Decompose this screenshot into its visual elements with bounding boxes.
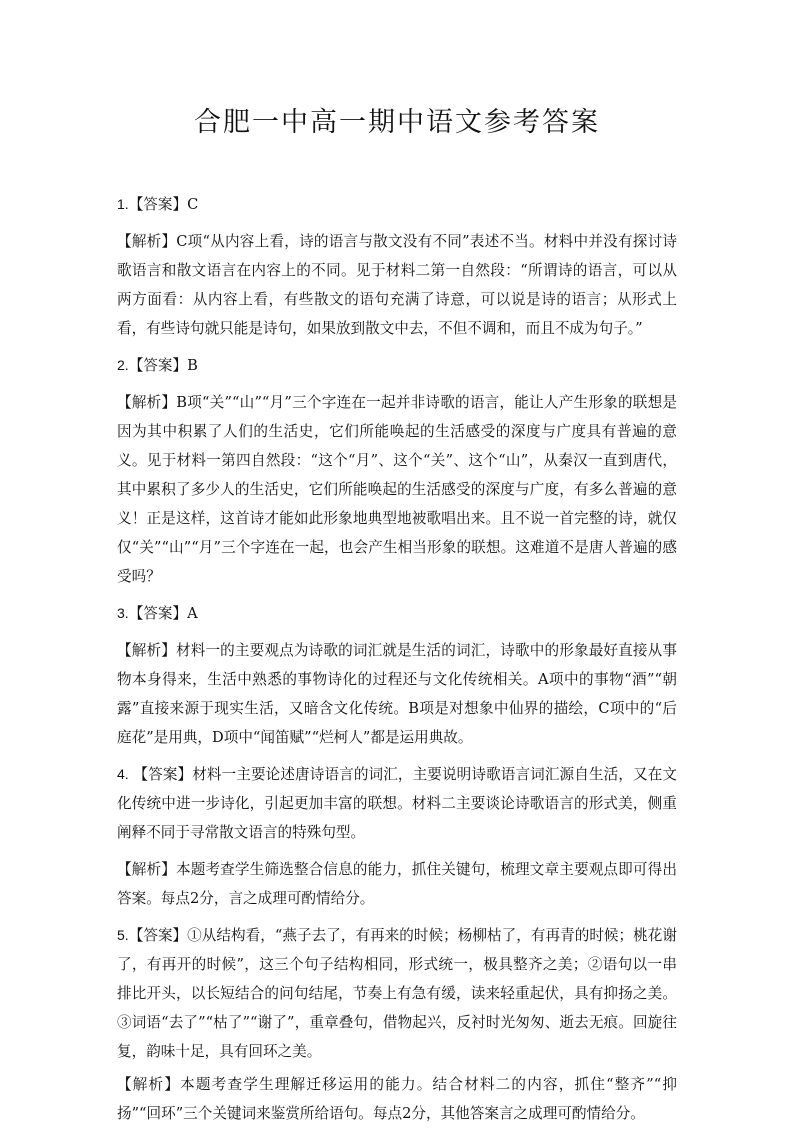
item-4-answer-text: 【答案】材料一主要论述唐诗语言的词汇，主要说明诗歌语言词汇源自生活，又在文化传统中进一步诗化，引起更加丰富的联想。材料二主要谈论诗歌语言的形式美，侧重阐释不同于寻常散文语言的特殊句型。 <box>117 766 677 841</box>
item-4-number: 4. <box>117 766 129 782</box>
item-1-analysis: 【解析】C项“从内容上看，诗的语言与散文没有不同”表述不当。材料中并没有探讨诗歌语言和散文语言在内容上的不同。见于材料二第一自然段：“所谓诗的语言，可以从两方面看：从内容上看，有些散文的语句充满了诗意，可以说是诗的语言；从形式上看，有些诗句就只能是诗句，如果放到散文中去，不但不调和，而且不成为句子。” <box>117 233 677 337</box>
item-3-number: 3. <box>117 605 129 621</box>
item-5-answer <box>117 921 677 1066</box>
page-title: 合肥一中高一期中语文参考答案 <box>194 107 600 138</box>
item-5-analysis: 【解析】本题考查学生理解迁移运用的能力。结合材料二的内容，抓住“整齐”“抑扬”“回环”三个关键词来鉴赏所给语句。每点2分，其他答案言之成理可酌情给分。 <box>117 1076 677 1122</box>
item-1-answer-text: 【答案】C <box>128 196 199 213</box>
item-2-answer-text: 【答案】B <box>128 357 198 374</box>
item-5-answer-text: 【答案】①从结构看，“燕子去了，有再来的时候；杨柳枯了，有再青的时候；桃花谢了，有再开的时候”，这三个句子结构相同，形式统一，极具整齐之美；②语句以一串排比开头，以长短结合的问句结尾，节奏上有急有缓，读来轻重起伏，具有抑扬之美。③词语“去了”“枯了”“谢了”，重章叠句，借物起兴，反衬时光匆匆、逝去无痕。回旋往复，韵味十足，具有回环之美。 <box>117 927 677 1060</box>
item-3-analysis: 【解析】材料一的主要观点为诗歌的词汇就是生活的词汇，诗歌中的形象最好直接从事物本身得来，生活中熟悉的事物诗化的过程还与文化传统相关。A项中的事物“酒”“朝露”直接来源于现实生活，又暗含文化传统。B项是对想象中仙界的描绘，C项中的“后庭花”是用典，D项中“闻笛赋”“烂柯人”都是运用典故。 <box>117 642 677 746</box>
item-2-answer <box>117 351 677 380</box>
item-1-number: 1. <box>117 196 129 212</box>
item-3-answer <box>117 599 677 628</box>
item-4-analysis: 【解析】本题考查学生筛选整合信息的能力，抓住关键句，梳理文章主要观点即可得出答案。每点2分，言之成理可酌情给分。 <box>117 861 677 907</box>
item-5-number: 5. <box>117 927 129 943</box>
answer-list <box>117 190 677 1136</box>
item-2-analysis: 【解析】B项“关”“山”“月”三个字连在一起并非诗歌的语言，能让人产生形象的联想是因为其中积累了人们的生活史，它们所能唤起的生活感受的深度与广度具有普遍的意义。见于材料一第四自然段：“这个“月”、这个“关”、这个“山”，从秦汉一直到唐代，其中累积了多少人的生活史，它们所能唤起的生活感受的深度与广度，有多么普遍的意义！正是这样，这首诗才能如此形象地典型地被歌唱出来。且不说一首完整的诗，就仅仅“关”“山”“月”三个字连在一起，也会产生相当形象的联想。这难道不是唐人普遍的感受吗？ <box>117 394 677 585</box>
item-2-number: 2. <box>117 357 129 373</box>
item-1-answer <box>117 190 677 219</box>
item-4-answer <box>117 760 677 847</box>
item-3-answer-text: 【答案】A <box>128 605 198 622</box>
